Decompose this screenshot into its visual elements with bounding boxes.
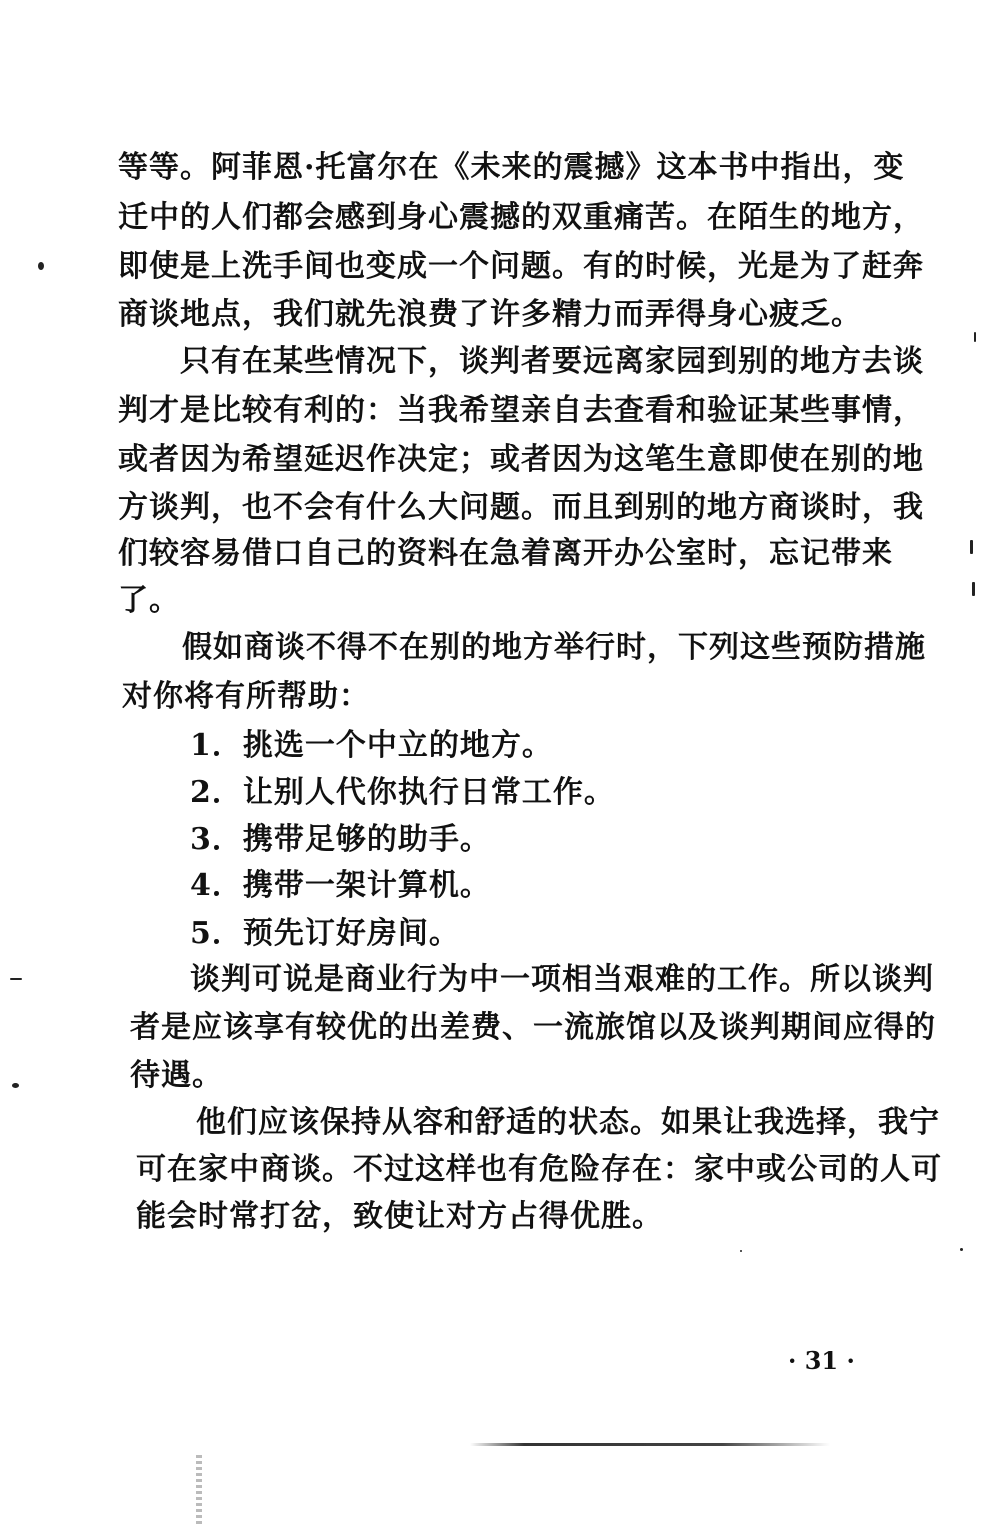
text-line: 等等。阿菲恩·托富尔在《未来的震撼》这本书中指出，变 — [118, 150, 905, 185]
text-line: 能会时常打岔，致使让对方占得优胜。 — [136, 1199, 663, 1234]
scan-speck — [970, 540, 973, 554]
text-line: 即使是上洗手间也变成一个问题。有的时候，光是为了赶奔 — [118, 249, 924, 284]
text-line: 他们应该保持从容和舒适的状态。如果让我选择，我宁 — [196, 1105, 940, 1140]
scan-speck — [10, 978, 22, 980]
text-line: 了。 — [118, 583, 180, 618]
page-number: · 31 · — [788, 1346, 855, 1375]
text-line: 对你将有所帮助： — [122, 679, 370, 714]
text-line: 迁中的人们都会感到身心震撼的双重痛苦。在陌生的地方， — [118, 200, 924, 235]
text-line: 方谈判，也不会有什么大问题。而且到别的地方商谈时，我 — [118, 490, 924, 525]
text-line: 或者因为希望延迟作决定；或者因为这笔生意即使在别的地 — [118, 442, 924, 477]
text-line: 谈判可说是商业行为中一项相当艰难的工作。所以谈判 — [190, 962, 934, 997]
binding-mark — [196, 1455, 202, 1525]
text-line: 待遇。 — [130, 1058, 223, 1093]
list-item: 3．携带足够的助手。 — [190, 822, 491, 857]
scan-speck — [974, 332, 976, 342]
list-item: 1．挑选一个中立的地方。 — [190, 728, 553, 763]
scan-speck — [960, 1248, 963, 1251]
scan-speck — [972, 582, 975, 596]
scan-speck — [38, 262, 44, 270]
text-line: 者是应该享有较优的出差费、一流旅馆以及谈判期间应得的 — [130, 1010, 936, 1045]
list-item: 4．携带一架计算机。 — [190, 868, 491, 903]
list-item: 2．让别人代你执行日常工作。 — [190, 775, 615, 810]
scan-rule-line — [470, 1443, 830, 1446]
text-line: 只有在某些情况下，谈判者要远离家园到别的地方去谈 — [180, 344, 924, 379]
text-line: 假如商谈不得不在别的地方举行时，下列这些预防措施 — [182, 630, 926, 665]
scan-speck — [740, 1250, 742, 1252]
text-line: 商谈地点，我们就先浪费了许多精力而弄得身心疲乏。 — [118, 297, 862, 332]
list-item: 5．预先订好房间。 — [190, 916, 460, 951]
text-line: 可在家中商谈。不过这样也有危险存在：家中或公司的人可 — [136, 1152, 942, 1187]
text-line: 们较容易借口自己的资料在急着离开办公室时，忘记带来 — [118, 536, 893, 571]
text-line: 判才是比较有利的：当我希望亲自去查看和验证某些事情， — [118, 393, 924, 428]
scan-speck — [12, 1083, 19, 1088]
